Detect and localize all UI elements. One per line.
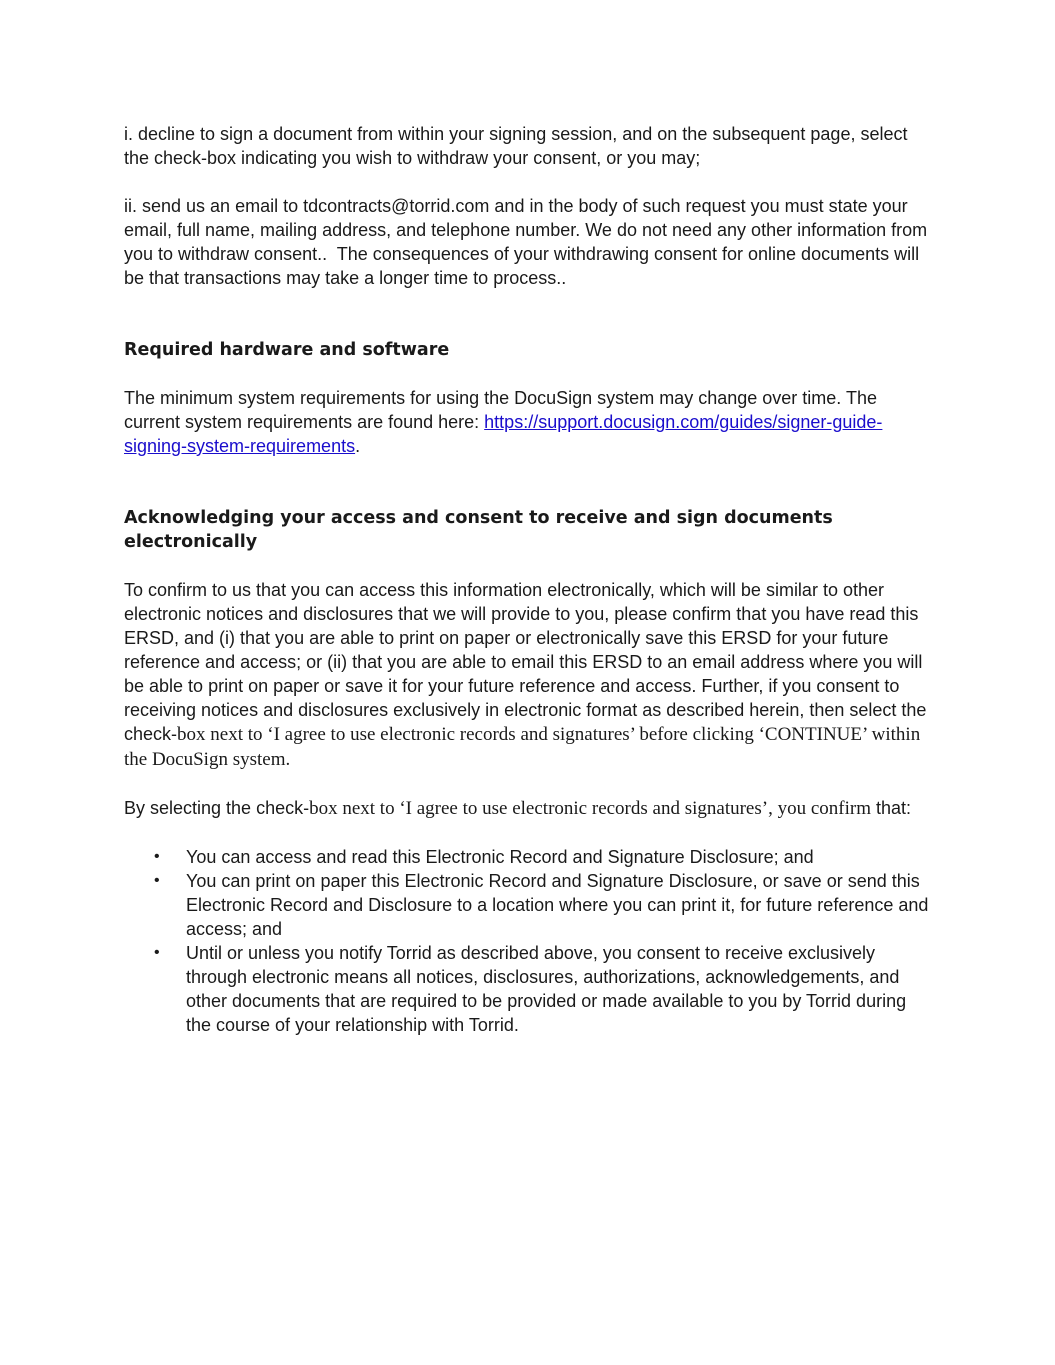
spacer [124, 290, 936, 338]
confirm-intro [124, 796, 936, 821]
document-page [124, 122, 936, 1037]
hardware-heading: Required hardware and software [124, 340, 450, 360]
confirmation-list [124, 845, 936, 1037]
spacer [124, 821, 936, 845]
confirm-intro-sans: By selecting the check- [124, 798, 310, 818]
bullet-icon: • [154, 944, 160, 961]
acknowledge-body-serif: box next to ‘I agree to use electronic records and signatures’ before clicking ‘CONTINUE’ within the DocuSign system. [124, 724, 925, 770]
acknowledge-body-sans: To confirm to us that you can access this information electronically, which will be similar to other electronic notices and disclosures that we will provide to you, please confirm that you have read this ERSD, and (i) that you are able to print on paper or electronically save this ERSD for your future reference and access; or (ii) that you are able to email this ERSD to an email address where you will be able to print on paper or save it for your future reference and access. Further, if you consent to receiving notices and disclosures exclusively in electronic format as described herein, then select the check- [124, 580, 932, 744]
list-item-text: Until or unless you notify Torrid as described above, you consent to receive exclusively through electronic means all notices, disclosures, authorizations, acknowledgements, and other documents that are required to be provided or made available to you by Torrid during the course of your relationship with Torrid. [186, 943, 907, 1035]
list-item [124, 845, 936, 869]
spacer [124, 772, 936, 796]
spacer [124, 554, 936, 578]
withdraw-option-i: i. decline to sign a document from within your signing session, and on the subsequent page, select the check-box indicating you wish to withdraw your consent, or you may; [124, 124, 913, 168]
bullet-icon: • [154, 872, 160, 889]
list-item-text: You can print on paper this Electronic Record and Signature Disclosure, or save or send this Electronic Record and Disclosure to a location where you can print it, for future reference and access; and [186, 871, 929, 939]
hardware-body [124, 386, 936, 458]
acknowledge-body [124, 578, 936, 772]
hardware-body-suffix: . [355, 436, 361, 456]
withdraw-option-ii: ii. send us an email to tdcontracts@torrid.com and in the body of such request you must state your email, full name, mailing address, and telephone number. We do not need any other information from you to withdraw consent.. The consequences of your withdrawing consent for online documents will be that transactions may take a longer time to process.. [124, 196, 933, 288]
list-item [124, 869, 936, 941]
system-requirements-link[interactable]: https://support.docusign.com/guides/signer-guide-signing-system-requirements [124, 412, 883, 456]
spacer [124, 170, 936, 194]
bullet-icon: • [154, 848, 160, 865]
confirm-intro-serif: box next to ‘I agree to use electronic records and signatures’, you confirm [309, 798, 871, 819]
list-item-text: You can access and read this Electronic Record and Signature Disclosure; and [186, 847, 814, 867]
spacer [124, 458, 936, 506]
list-item [124, 941, 936, 1037]
hardware-body-prefix: The minimum system requirements for using the DocuSign system may change over time. The current system requirements are found here: [124, 388, 882, 432]
spacer [124, 362, 936, 386]
acknowledge-heading: Acknowledging your access and consent to receive and sign documents electronically [124, 508, 833, 552]
confirm-intro-tail: that: [870, 798, 912, 818]
